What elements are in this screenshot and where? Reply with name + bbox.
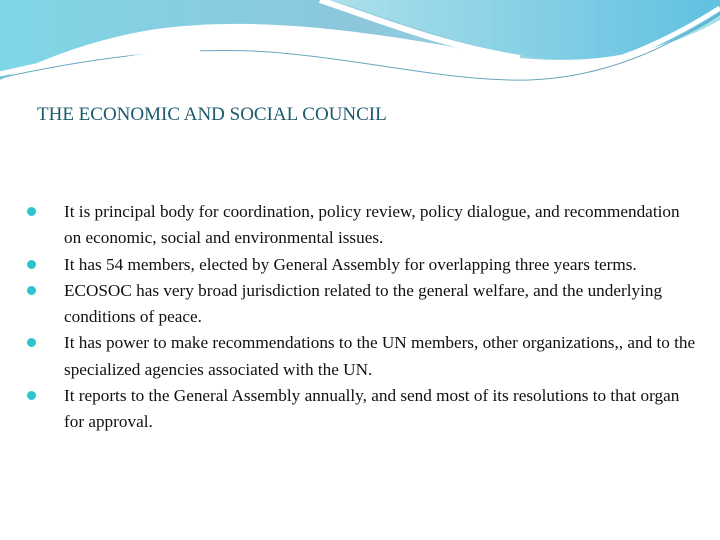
bullet-item	[27, 199, 697, 252]
bullet-dot-icon	[27, 391, 36, 400]
decorative-wave-banner	[0, 0, 720, 90]
bullet-text: ECOSOC has very broad jurisdiction related to the general welfare, and the underlying conditions of peace.	[64, 280, 663, 327]
bullet-item	[27, 383, 697, 436]
bullet-text: It has 54 members, elected by General Assembly for overlapping three years terms.	[64, 254, 637, 274]
bullet-item	[27, 278, 697, 331]
bullet-item	[27, 330, 697, 383]
bullet-item	[27, 252, 697, 278]
bullet-dot-icon	[27, 338, 36, 347]
bullet-list	[27, 199, 697, 436]
bullet-dot-icon	[27, 207, 36, 216]
slide-title: THE ECONOMIC AND SOCIAL COUNCIL	[37, 103, 387, 125]
bullet-text: It reports to the General Assembly annually, and send most of its resolutions to that organ for approval.	[64, 386, 680, 432]
bullet-dot-icon	[27, 286, 36, 295]
bullet-text: It has power to make recommendations to the UN members, other organizations,, and to the specialized agencies associated with the UN.	[64, 333, 696, 379]
bullet-text: It is principal body for coordination, policy review, policy dialogue, and recommendation on economic, social and environmental issues.	[64, 202, 680, 248]
bullet-dot-icon	[27, 260, 36, 269]
